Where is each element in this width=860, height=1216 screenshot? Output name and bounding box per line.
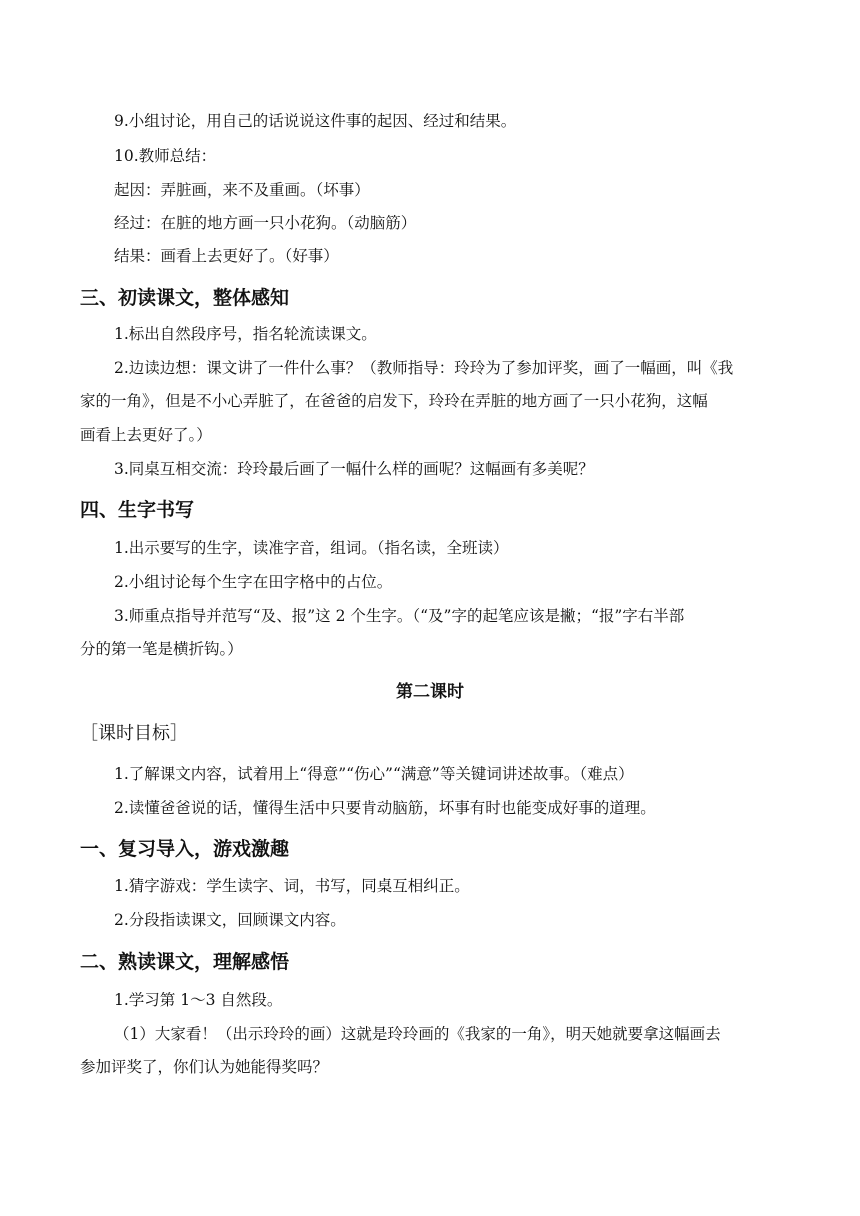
partB-item: （1）大家看！（出示玲玲的画）这就是玲玲画的《我家的一角》，明天她就要拿这幅画去 — [114, 1025, 721, 1043]
section4-item-cont: 分的第一笔是横折钩。） — [80, 640, 243, 658]
summary-process: 经过：在脏的地方画一只小花狗。（动脑筋） — [114, 214, 417, 232]
section3-item: 3.同桌互相交流：玲玲最后画了一幅什么样的画呢？这幅画有多美呢？ — [114, 460, 594, 478]
step-10: 10.教师总结： — [114, 147, 217, 165]
objective-item: 2.读懂爸爸说的话，懂得生活中只要肯动脑筋，坏事有时也能变成好事的道理。 — [114, 799, 656, 817]
partA-item: 2.分段指读课文，回顾课文内容。 — [114, 911, 346, 929]
partB-item-cont: 参加评奖了，你们认为她能得奖吗？ — [80, 1058, 329, 1076]
summary-result: 结果：画看上去更好了。（好事） — [114, 247, 339, 265]
section3-item: 2.边读边想：课文讲了一件什么事？（教师指导：玲玲为了参加评奖，画了一幅画，叫《我 — [114, 359, 734, 377]
section3-item-cont: 家的一角》，但是不小心弄脏了，在爸爸的启发下，玲玲在弄脏的地方画了一只小花狗，这幅 — [80, 392, 708, 410]
section3-item: 1.标出自然段序号，指名轮流读课文。 — [114, 325, 377, 343]
objective-item: 1.了解课文内容，试着用上“得意”“伤心”“满意”等关键词讲述故事。（难点） — [114, 765, 634, 783]
step-9: 9.小组讨论，用自己的话说说这件事的起因、经过和结果。 — [114, 112, 517, 130]
section-heading-4: 四、生字书写 — [80, 499, 195, 521]
section3-item-cont: 画看上去更好了。） — [80, 426, 212, 444]
section4-item: 2.小组讨论每个生字在田字格中的占位。 — [114, 573, 393, 591]
objectives-label: ［课时目标］ — [80, 723, 188, 744]
partB-item: 1.学习第 1～3 自然段。 — [114, 991, 283, 1009]
lesson-title: 第二课时 — [396, 682, 464, 702]
section-heading-3: 三、初读课文，整体感知 — [80, 287, 290, 309]
section4-item: 1.出示要写的生字，读准字音，组词。（指名读，全班读） — [114, 539, 509, 557]
summary-cause: 起因：弄脏画，来不及重画。（坏事） — [114, 181, 370, 199]
part-heading-1: 一、复习导入，游戏激趣 — [80, 838, 290, 860]
partA-item: 1.猜字游戏：学生读字、词，书写，同桌互相纠正。 — [114, 877, 470, 895]
part-heading-2: 二、熟读课文，理解感悟 — [80, 951, 290, 973]
section4-item: 3.师重点指导并范写“及、报”这 2 个生字。（“及”字的起笔应该是撇；“报”字右半部 — [114, 607, 685, 625]
